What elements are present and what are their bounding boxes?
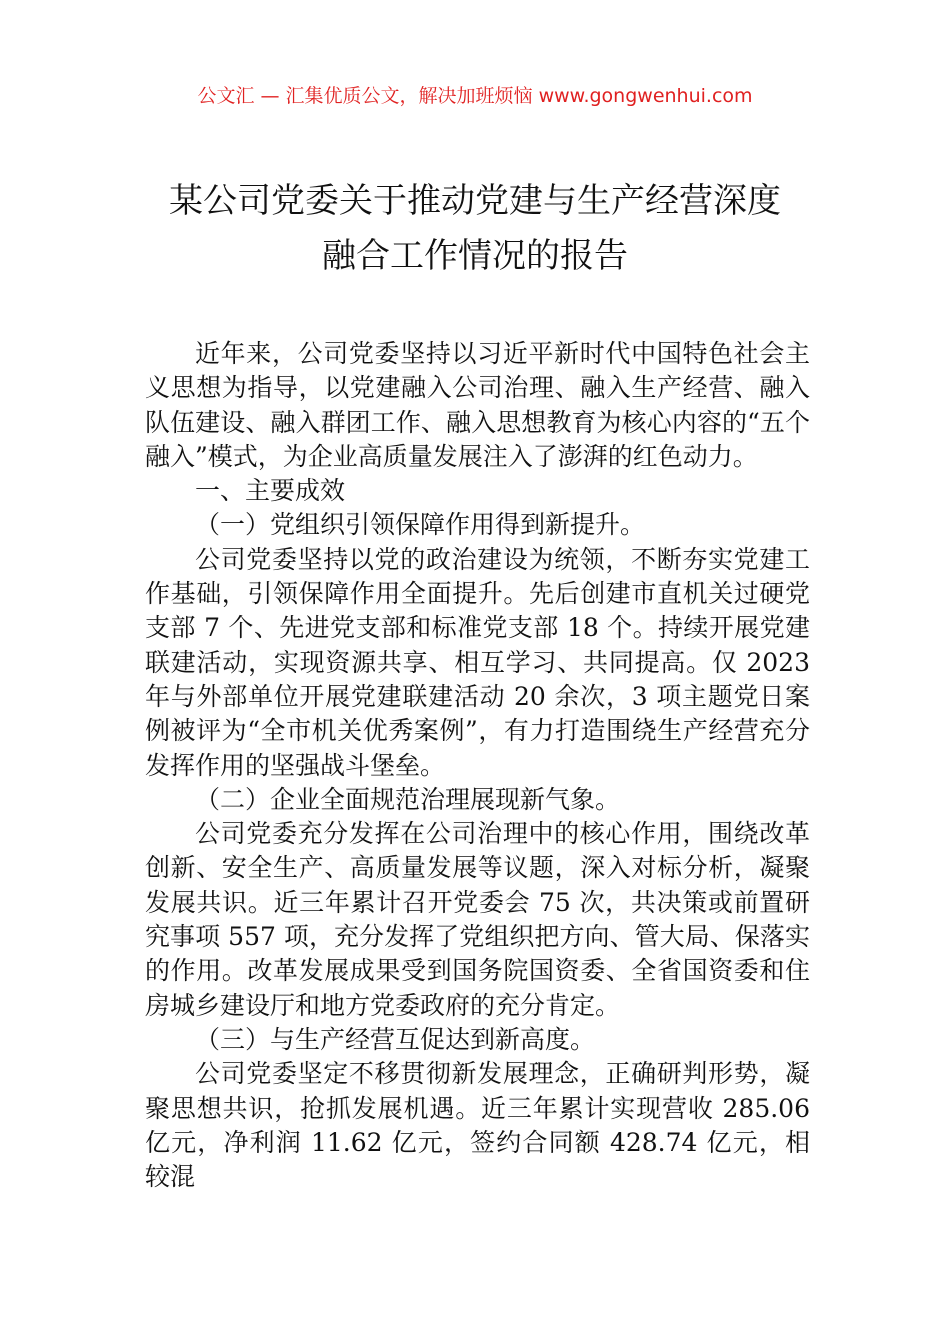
title-line-2: 融合工作情况的报告	[322, 236, 628, 276]
document-title	[100, 174, 850, 284]
section-heading-1: 一、主要成效	[195, 476, 346, 506]
subsection-heading-2: （二）企业全面规范治理展现新气象。	[195, 784, 621, 814]
intro-paragraph: 近年来，公司党委坚持以习近平新时代中国特色社会主义思想为指导，以党建融入公司治理、融入生产经营、融入队伍建设、融入群团工作、融入思想教育为核心内容的“五个融入”模式，为企业高质量发展注入了澎湃的红色动力。	[145, 339, 810, 471]
subsection-heading-1: （一）党组织引领保障作用得到新提升。	[195, 510, 646, 540]
subsection-paragraph-3: 公司党委坚定不移贯彻新发展理念，正确研判形势，凝聚思想共识，抢抓发展机遇。近三年累计实现营收 285.06 亿元，净利润 11.62 亿元，签约合同额 428.74 亿元，相较混	[145, 1059, 810, 1192]
subsection-heading-3: （三）与生产经营互促达到新高度。	[195, 1024, 596, 1054]
subsection-paragraph-2: 公司党委充分发挥在公司治理中的核心作用，围绕改革创新、安全生产、高质量发展等议题，深入对标分析，凝聚发展共识。近三年累计召开党委会 75 次，共决策或前置研究事项 557 项，充分发挥了党组织把方向、管大局、保落实的作用。改革发展成果受到国务院国资委、全省国资委和住房城乡建设厅和地方党委政府的充分肯定。	[145, 819, 810, 1020]
document-body	[145, 337, 810, 1194]
title-line-1: 某公司党委关于推动党建与生产经营深度	[169, 181, 781, 221]
subsection-paragraph-1: 公司党委坚持以党的政治建设为统领，不断夯实党建工作基础，引领保障作用全面提升。先后创建市直机关过硬党支部 7 个、先进党支部和标准党支部 18 个。持续开展党建联建活动，实现资源共享、相互学习、共同提高。仅 2023 年与外部单位开展党建联建活动 20 余次，3 项主题党日案例被评为“全市机关优秀案例”，有力打造围绕生产经营充分发挥作用的坚强战斗堡垒。	[145, 544, 810, 780]
header-banner[interactable]: 公文汇 — 汇集优质公文，解决加班烦恼 www.gongwenhui.com	[197, 85, 753, 107]
